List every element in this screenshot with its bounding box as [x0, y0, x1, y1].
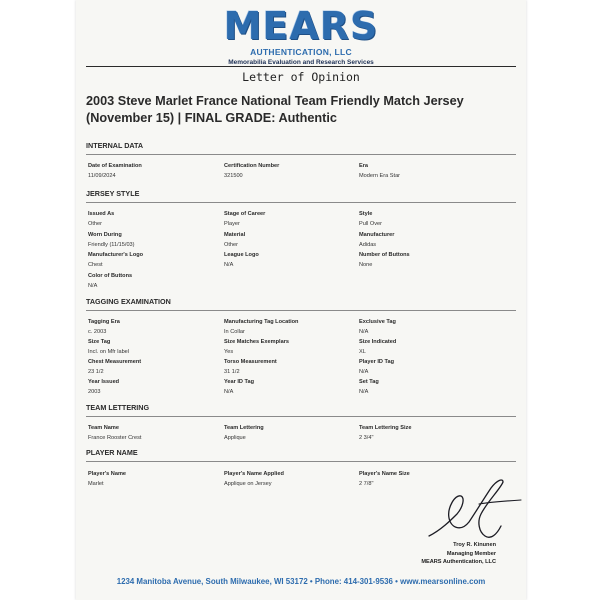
field-value: Pull Over — [359, 221, 383, 227]
field-color-of-buttons — [88, 273, 132, 290]
letter-type-heading: Letter of Opinion — [86, 66, 516, 84]
field-value: France Rooster Crest — [88, 435, 142, 441]
field-certification-number — [224, 163, 279, 180]
field-value: 2003 — [88, 389, 101, 395]
field-label: League Logo — [224, 252, 259, 258]
field-label: Exclusive Tag — [359, 319, 396, 325]
field-value: 2 7/8" — [359, 481, 374, 487]
field-value: N/A — [224, 262, 234, 268]
field-label: Size Matches Exemplars — [224, 339, 289, 345]
field-label: Chest Measurement — [88, 359, 142, 365]
signer-company: MEARS Authentication, LLC — [421, 559, 496, 565]
field-value: c. 2003 — [88, 329, 107, 335]
field-date-of-examination — [88, 163, 142, 180]
field-torso-measurement — [224, 359, 277, 376]
logo-wordmark: MEARS — [223, 4, 379, 48]
field-player-id-tag — [359, 359, 394, 376]
field-label: Set Tag — [359, 379, 379, 385]
field-label: Team Lettering — [224, 425, 264, 431]
field-team-lettering — [224, 425, 264, 442]
section-divider — [86, 154, 516, 155]
field-value: None — [359, 262, 373, 268]
field-label: Manufacturer — [359, 232, 395, 238]
mears-logo — [76, 6, 526, 66]
section-team-lettering — [86, 403, 516, 412]
field-value: In Collar — [224, 329, 245, 335]
field-value: Chest — [88, 262, 103, 268]
field-label: Manufacturing Tag Location — [224, 319, 299, 325]
field-players-name-size — [359, 471, 410, 488]
field-league-logo — [224, 252, 259, 269]
footer-contact: 1234 Manitoba Avenue, South Milwaukee, WI 53172 • Phone: 414-301-9536 • www.mearsonline.com — [116, 577, 486, 586]
field-value: Yes — [224, 349, 234, 355]
field-value: Player — [224, 221, 240, 227]
section-divider — [86, 202, 516, 203]
document-title: 2003 Steve Marlet France National Team Friendly Match Jersey (November 15) | FINAL GRADE: Authentic — [86, 94, 464, 125]
field-label: Team Name — [88, 425, 119, 431]
field-label: Date of Examination — [88, 163, 142, 169]
field-label: Player ID Tag — [359, 359, 395, 365]
field-set-tag — [359, 379, 379, 396]
field-chest-measurement — [88, 359, 141, 376]
field-value: 2 3/4" — [359, 435, 374, 441]
section-heading: JERSEY STYLE — [86, 189, 140, 198]
field-number-of-buttons — [359, 252, 410, 269]
field-team-lettering-size — [359, 425, 411, 442]
field-year-issued — [88, 379, 119, 396]
field-value: 11/09/2024 — [88, 173, 116, 179]
field-label: Player's Name Size — [359, 471, 410, 477]
field-label: Player's Name — [88, 471, 127, 477]
field-label: Color of Buttons — [88, 273, 133, 279]
section-tagging-examination — [86, 297, 516, 306]
section-internal-data — [86, 141, 516, 150]
field-label: Certification Number — [224, 163, 280, 169]
field-manufacturers-logo — [88, 252, 143, 269]
field-value: N/A — [359, 389, 369, 395]
field-worn-during — [88, 232, 135, 249]
field-label: Tagging Era — [88, 319, 120, 325]
signature-graphic — [421, 474, 531, 544]
signer-title: Managing Member — [446, 550, 496, 557]
field-value: 31 1/2 — [224, 369, 240, 375]
field-stage-of-career — [224, 211, 265, 228]
section-divider — [86, 461, 516, 462]
section-divider — [86, 416, 516, 417]
field-label: Era — [359, 163, 369, 169]
field-size-tag — [88, 339, 129, 356]
field-material — [224, 232, 245, 249]
document-page — [76, 0, 526, 600]
field-tagging-era — [88, 319, 120, 336]
field-players-name — [88, 471, 126, 488]
section-heading: TEAM LETTERING — [86, 403, 150, 412]
field-value: Applique — [224, 435, 246, 441]
field-value: Applique on Jersey — [224, 481, 272, 487]
field-size-indicated — [359, 339, 396, 356]
field-value: Incl. on Mfr label — [88, 349, 130, 355]
field-value: N/A — [359, 369, 369, 375]
field-value: Other — [224, 242, 238, 248]
field-label: Number of Buttons — [359, 252, 410, 258]
logo-tagline: Memorabilia Evaluation and Research Services — [228, 59, 374, 66]
field-issued-as — [88, 211, 114, 228]
field-label: Size Indicated — [359, 339, 397, 345]
field-era — [359, 163, 400, 180]
field-value: Friendly (11/15/03) — [88, 242, 135, 248]
field-value: Marlet — [88, 481, 104, 487]
field-label: Manufacturer's Logo — [88, 252, 144, 258]
signer-block — [421, 541, 496, 567]
field-style — [359, 211, 382, 228]
field-label: Material — [224, 232, 246, 238]
field-label: Issued As — [88, 211, 115, 217]
field-label: Size Tag — [88, 339, 111, 345]
field-value: Other — [88, 221, 102, 227]
field-value: Adidas — [359, 242, 377, 248]
field-label: Player's Name Applied — [224, 471, 284, 477]
section-heading: PLAYER NAME — [86, 448, 138, 457]
field-label: Year Issued — [88, 379, 120, 385]
section-heading: TAGGING EXAMINATION — [86, 297, 171, 306]
field-players-name-applied — [224, 471, 284, 488]
field-label: Year ID Tag — [224, 379, 255, 385]
section-player-name — [86, 448, 516, 457]
section-divider — [86, 310, 516, 311]
field-size-matches-exemplars — [224, 339, 289, 356]
field-value: N/A — [88, 283, 98, 289]
field-value: Modern Era Star — [359, 173, 401, 179]
field-year-id-tag — [224, 379, 254, 396]
logo-company: AUTHENTICATION, LLC — [250, 47, 352, 57]
field-label: Torso Measurement — [224, 359, 277, 365]
field-manufacturing-tag-location — [224, 319, 298, 336]
field-label: Team Lettering Size — [359, 425, 412, 431]
signer-name: Troy R. Kinunen — [453, 542, 496, 548]
field-value: N/A — [359, 329, 369, 335]
field-team-name — [88, 425, 141, 442]
field-value: XL — [359, 349, 366, 355]
field-value: 23 1/2 — [88, 369, 104, 375]
field-value: 321500 — [224, 173, 243, 179]
field-value: N/A — [224, 389, 234, 395]
field-label: Stage of Career — [224, 211, 266, 217]
section-jersey-style — [86, 189, 516, 198]
field-manufacturer — [359, 232, 394, 249]
field-label: Worn During — [88, 232, 122, 238]
section-heading: INTERNAL DATA — [86, 141, 144, 150]
field-label: Style — [359, 211, 373, 217]
field-exclusive-tag — [359, 319, 396, 336]
